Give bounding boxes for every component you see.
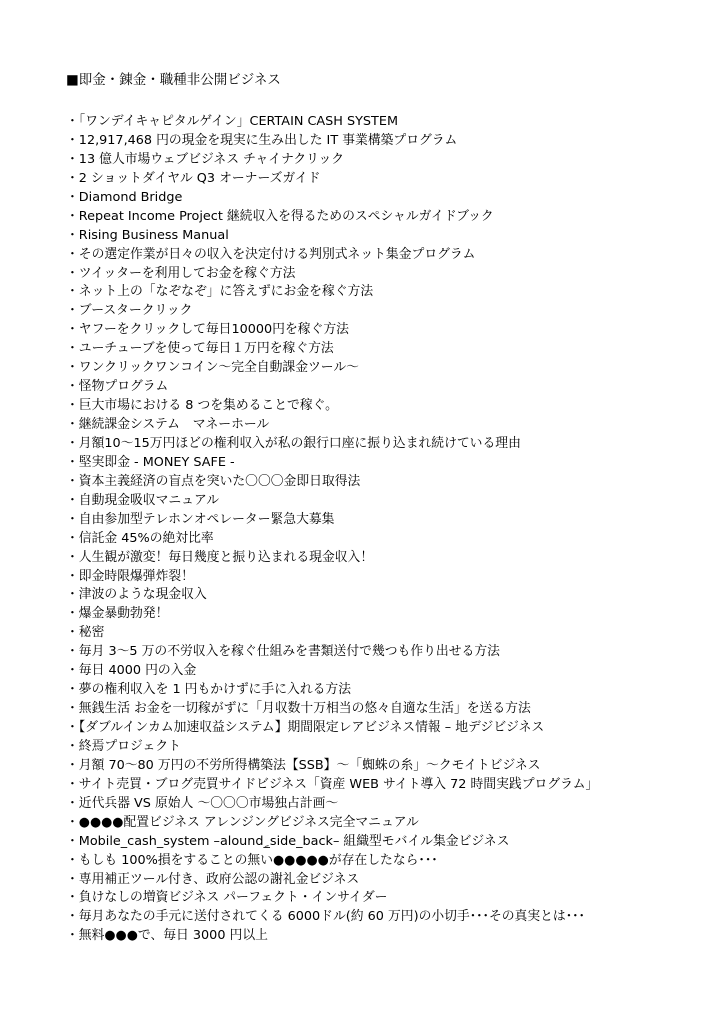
list-item: ・堅実即金 - MONEY SAFE - [66, 454, 235, 470]
list-item: ・自由参加型テレホンオペレーター緊急大募集 [66, 511, 335, 527]
list-item: ・終焉プロジェクト [66, 738, 181, 754]
list-item: ・人生観が激変！毎日幾度と振り込まれる現金収入！ [66, 549, 374, 565]
list-item: ・Mobile_cash_system –aloundِ_side_back– 組織型モバイル集金ビジネス [66, 833, 510, 849]
list-item: ・巨大市場における 8 つを集めることで稼ぐ。 [66, 398, 338, 414]
list-item: ・津波のような現金収入 [66, 587, 207, 603]
list-item: ・月額10～15万円ほどの権利収入が私の銀行口座に振り込まれ続けている理由 [66, 435, 521, 451]
list-item: ・毎月あなたの手元に送付されてくる 6000ドル(約 60 万円)の小切手･･･その真実とは･･･ [66, 909, 585, 925]
spacer [66, 90, 686, 113]
document-heading: ■即金・錬金・職種非公開ビジネス [66, 72, 281, 88]
list-item: ・近代兵器 VS 原始人 ～〇〇〇市場独占計画～ [66, 795, 339, 811]
list-item: ・信託金 45%の絶対比率 [66, 530, 214, 546]
list-item: ・夢の権利収入を 1 円もかけずに手に入れる方法 [66, 682, 352, 698]
list-item: ・継続課金システム マネーホール [66, 417, 270, 432]
list-item: ・【ダブルインカム加速収益システム】期間限定レアビジネス情報 – 地デジビジネス [66, 720, 545, 735]
list-item: ・資本主義経済の盲点を突いた〇〇〇金即日取得法 [66, 473, 361, 489]
list-item: ・2 ショットダイヤル Q3 オーナーズガイド [66, 170, 321, 186]
list-item: ・負けなしの増資ビジネス パーフェクト・インサイダー [66, 890, 388, 906]
list-item: ・ツイッターを利用してお金を稼ぐ方法 [66, 265, 296, 281]
list-item: ・サイト売買・ブログ売買サイドビジネス「資産 WEB サイト導入 72 時間実践プログラム」 [66, 776, 599, 792]
list-item: ・Rising Business Manual [66, 227, 229, 243]
list-item: ・自動現金吸収マニュアル [66, 492, 220, 508]
list-item: ・12,917,468 円の現金を現実に生み出した IT 事業構築プログラム [66, 132, 458, 148]
list-item: ・即金時限爆弾炸裂！ [66, 568, 194, 584]
list-item: ・月額 70～80 万円の不労所得構築法【SSB】～「蜘蛛の糸」～クモイトビジネス [66, 757, 541, 773]
list-item: ・もしも 100%損をすることの無い●●●●●が存在したなら･･･ [66, 852, 438, 868]
list-item: ・怪物プログラム [66, 379, 169, 395]
list-item: ・毎月 3～5 万の不労収入を稼ぐ仕組みを書類送付で幾つも作り出せる方法 [66, 644, 500, 660]
list-item: ・秘密 [66, 625, 105, 641]
list-item: ・その選定作業が日々の収入を決定付ける判別式ネット集金プログラム [66, 246, 476, 262]
list-item: ・無料●●●で、毎日 3000 円以上 [66, 928, 268, 944]
list-item: ・ブースタークリック [66, 303, 193, 319]
list-item: ・ネット上の「なぞなぞ」に答えずにお金を稼ぐ方法 [66, 284, 374, 300]
list-item: ・ユーチューブを使って毎日１万円を稼ぐ方法 [66, 341, 334, 357]
list-item: ・ワンクリックワンコイン～完全自動課金ツール～ [66, 360, 359, 376]
list-item: ・「ワンデイキャピタルゲイン」CERTAIN CASH SYSTEM [66, 114, 398, 129]
list-item: ・●●●●配置ビジネス アレンジングビジネス完全マニュアル [66, 814, 419, 830]
list-item: ・ヤフーをクリックして毎日10000円を稼ぐ方法 [66, 322, 349, 338]
list-item: ・Diamond Bridge [66, 189, 183, 205]
list-item: ・無銭生活 お金を一切稼がずに「月収数十万相当の悠々自適な生活」を送る方法 [66, 701, 531, 717]
list-item: ・Repeat Income Project 継続収入を得るためのスペシャルガイドブック [66, 208, 494, 224]
business-list [66, 113, 686, 946]
list-item: ・13 億人市場ウェブビジネス チャイナクリック [66, 151, 345, 167]
document-page [66, 70, 686, 946]
list-item: ・毎日 4000 円の入金 [66, 663, 197, 679]
list-item: ・専用補正ツール付き、政府公認の謝礼金ビジネス [66, 871, 360, 887]
list-item: ・爆金暴動勃発！ [66, 606, 169, 622]
